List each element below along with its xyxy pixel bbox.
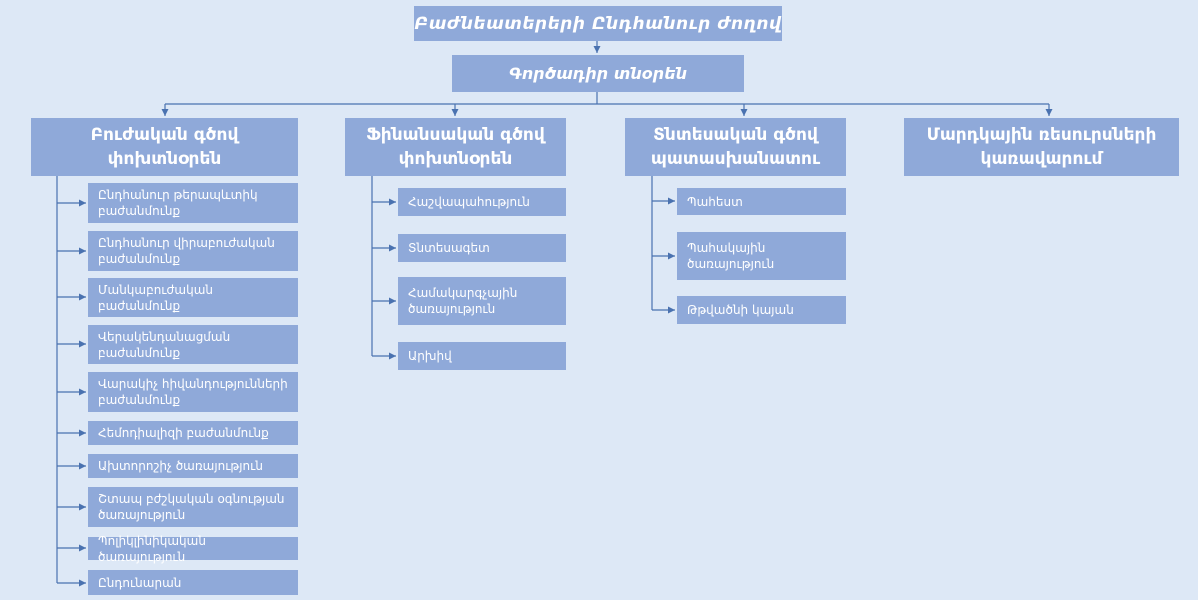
unit-box <box>88 533 298 564</box>
unit-box <box>88 570 298 595</box>
unit-label: Պահակային ծառայություն <box>687 241 775 271</box>
unit-label: Հեմոդիալիզի բաժանմունք <box>98 426 269 440</box>
unit-box <box>88 325 298 364</box>
unit-label: Շտապ բժշկական օգնության ծառայություն <box>98 492 285 522</box>
unit-box <box>88 372 298 412</box>
unit-box <box>88 183 298 223</box>
unit-box <box>88 278 298 317</box>
unit-label: Պահեստ <box>687 194 743 209</box>
unit-label: Արխիվ <box>408 349 452 363</box>
unit-box <box>677 296 846 324</box>
dept-economic-box <box>625 118 846 176</box>
unit-label: Պոլիկլինիկական ծառայություն <box>98 533 206 564</box>
unit-box <box>398 234 566 262</box>
unit-label: Համակարգչային ծառայություն <box>408 286 518 316</box>
unit-box <box>88 487 298 527</box>
unit-box <box>88 231 298 271</box>
unit-label: Վերակենդանացման բաժանմունք <box>98 329 231 360</box>
executive-director-box <box>452 55 744 92</box>
unit-box <box>88 454 298 478</box>
dept-hr-label: Մարդկային ռեսուրսների կառավարում <box>926 125 1157 169</box>
unit-label: Ընդհանուր վիրաբուժական բաժանմունք <box>98 236 275 266</box>
unit-label: Տնտեսագետ <box>408 241 490 255</box>
unit-label: Հաշվապահություն <box>408 195 530 209</box>
dept-finance-label: Ֆինանսական գծով փոխտնօրեն <box>366 125 545 169</box>
shareholders-meeting-label: Բաժնեատերերի Ընդհանուր ժողով <box>414 13 782 34</box>
unit-box <box>677 232 846 280</box>
dept-finance-box <box>345 118 566 176</box>
unit-box <box>398 188 566 216</box>
unit-label: Թթվածնի կայան <box>687 303 794 317</box>
unit-label: Ընդունարան <box>98 575 182 590</box>
unit-box <box>398 342 566 370</box>
unit-label: Ընդհանուր թերապևտիկ բաժանմունք <box>98 188 258 218</box>
unit-label: Մանկաբուժական բաժանմունք <box>98 282 213 313</box>
unit-label: Ախտորոշիչ ծառայություն <box>98 459 263 473</box>
executive-director-label: Գործադիր տնօրեն <box>508 64 688 83</box>
unit-box <box>398 277 566 325</box>
unit-box <box>88 421 298 445</box>
dept-economic-label: Տնտեսական գծով պատասխանատու <box>650 125 821 169</box>
shareholders-meeting-box <box>414 6 782 41</box>
unit-box <box>677 188 846 215</box>
unit-label: Վարակիչ հիվանդությունների բաժանմունք <box>98 377 288 407</box>
dept-medical-box <box>31 118 298 176</box>
dept-medical-label: Բուժական գծով փոխտնօրեն <box>90 125 239 169</box>
dept-hr-box <box>904 118 1179 176</box>
